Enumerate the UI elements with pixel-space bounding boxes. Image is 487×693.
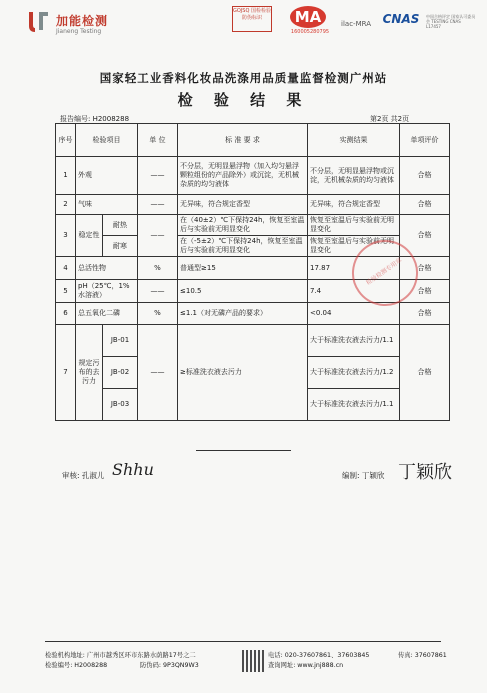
table-row: 耐寒 在（-5±2）℃下保持24h，恢复至室温后与实验前无明显变化 恢复至室温后与实验前无明显变化 — [56, 236, 450, 257]
logo-en-text: Jianeng Testing — [56, 28, 102, 35]
col-unit: 单 位 — [138, 124, 178, 157]
col-no: 序号 — [56, 124, 76, 157]
cma-mark: MA 160005280795 — [290, 8, 330, 35]
editor-label: 编制: 丁颖欣 — [342, 471, 385, 480]
footer-address: 检验机构地址: 广州市越秀区环市东路水荫路17号之二 — [45, 652, 196, 659]
footer-website: 查询网址: www.jnj888.cn — [268, 662, 344, 669]
footer-report-no: 检验编号: H2008288 — [45, 662, 108, 669]
table-header-row — [56, 124, 450, 157]
table-row: 7 规定污布的去污力 JB-01 —— ≥标准洗衣液去污力 大于标准洗衣液去污力/1.1 合格 — [56, 325, 450, 357]
logo-cn-text: 加能检测 — [56, 14, 109, 28]
logo-mark-icon — [26, 8, 52, 36]
footer-fax: 传真: 37607861 — [398, 652, 447, 659]
company-logo — [26, 8, 116, 40]
official-stamp: 检验检测专用章 — [339, 227, 431, 319]
table-row: 3 稳定性 耐热 —— 在（40±2）℃下保持24h，恢复至室温后与实验前无明显变化 恢复至室温后与实验前无明显变化 合格 — [56, 215, 450, 236]
report-number: 报告编号: H2008288 — [60, 115, 130, 123]
table-row: 6 总五氧化二磷 % ≤1.1（对无磷产品的要求） <0.04 合格 — [56, 303, 450, 325]
page-indicator: 第2页 共2页 — [370, 115, 410, 123]
table-row: 1 外观 —— 不分层，无明显悬浮物（加入均匀悬浮颗粒组份的产品除外）或沉淀，无机械杂质的均匀液体 不分层，无明显悬浮物或沉淀，无机械杂质的均匀液体 合格 — [56, 157, 450, 195]
table-row: 4 总活性物 % 普通型≥15 17.87 合格 — [56, 257, 450, 280]
reviewer-label: 审核: 孔淑儿 — [62, 471, 105, 480]
quality-cert-mark: GOJSQ 国检检验 防伪标识 — [226, 6, 278, 40]
qr-code-icon — [242, 650, 264, 672]
report-subtitle: 检 验 结 果 — [177, 91, 310, 109]
col-item: 检验项目 — [76, 124, 138, 157]
col-requirement: 标 准 要 求 — [178, 124, 308, 157]
table-row: JB-03 大于标准洗衣液去污力/1.1 — [56, 389, 450, 421]
divider — [196, 450, 291, 451]
table-row: 2 气味 —— 无异味，符合规定香型 无异味，符合规定香型 合格 — [56, 195, 450, 215]
cnas-cert-text: 中国合格评定 国家认可委员会 TESTING CNAS L17457 — [426, 14, 476, 29]
ilac-mark: ilac-MRA — [341, 20, 371, 28]
col-evaluation: 单项评价 — [400, 124, 450, 157]
table-row: JB-02 大于标准洗衣液去污力/1.2 — [56, 357, 450, 389]
col-result: 实测结果 — [308, 124, 400, 157]
table-row: 5 pH（25℃，1%水溶液） —— ≤10.5 7.4 合格 — [56, 280, 450, 303]
footer-divider — [45, 641, 441, 642]
reviewer-signature: Shhu — [112, 460, 154, 479]
cnas-mark: CNAS — [382, 12, 420, 26]
editor-signature: 丁颖欣 — [398, 462, 452, 483]
footer-code: 防伪码: 9P3QN9W3 — [140, 662, 199, 669]
footer-phone: 电话: 020-37607861、37603845 — [268, 652, 370, 659]
station-title: 国家轻工业香料化妆品洗涤用品质量监督检测广州站 — [99, 71, 388, 85]
